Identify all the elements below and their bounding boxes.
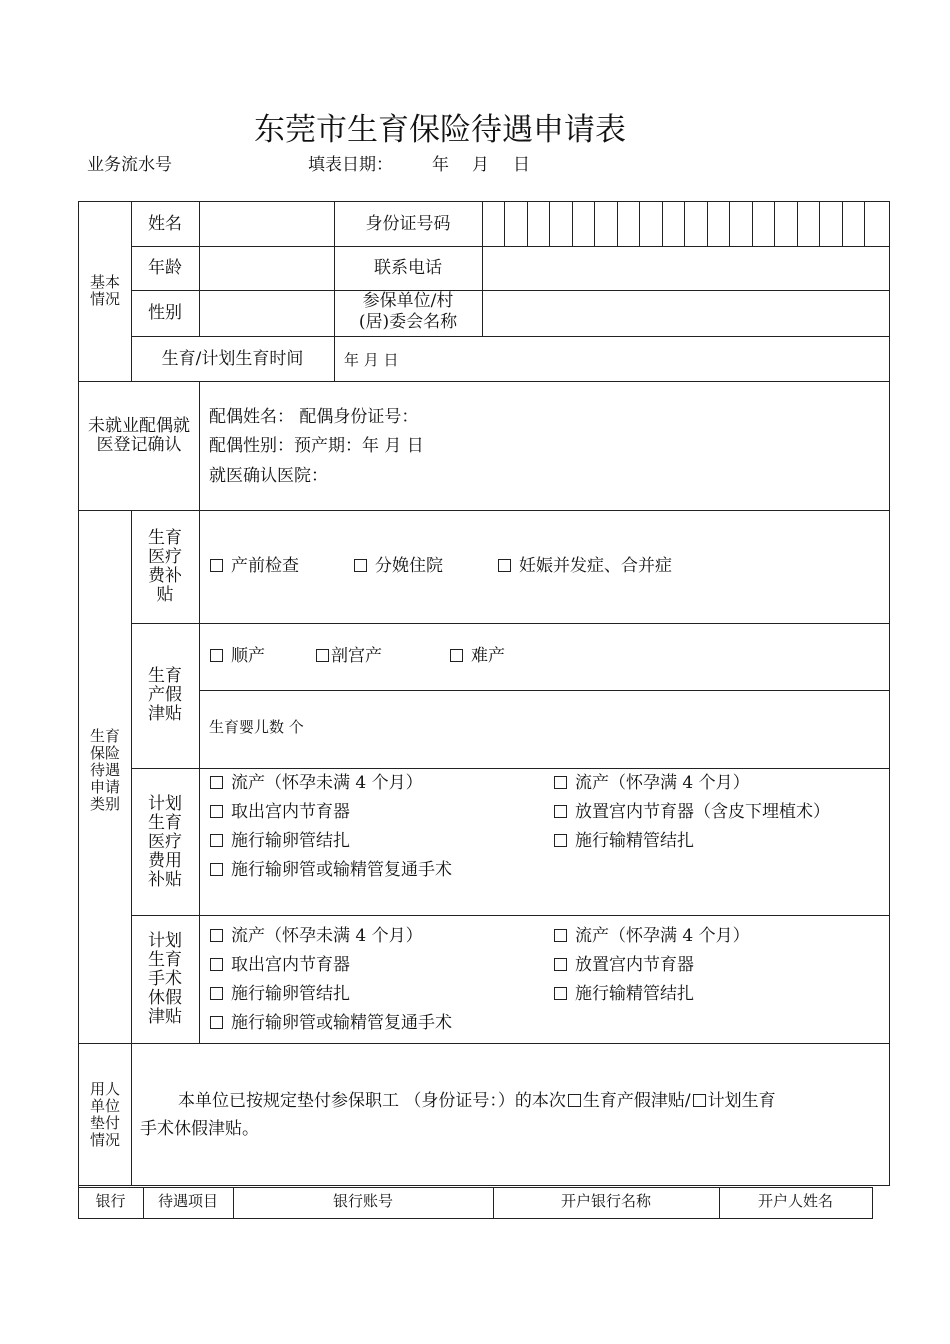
option-leave-remove-iud[interactable]: 取出宫内节育器 (210, 950, 350, 975)
bank-col-branch: 开户银行名称 (560, 1192, 651, 1210)
insured-unit-label-line1: 参保单位/村 (362, 291, 454, 311)
spouse-gender-due-line[interactable]: 配偶性别：预产期：年 月 日 (209, 436, 424, 456)
option-vasectomy[interactable]: 施行输精管结扎 (554, 826, 694, 851)
checkbox-plan-leave[interactable] (693, 1094, 706, 1107)
serial-number-label: 业务流水号 (87, 155, 172, 175)
checkbox-icon (210, 559, 223, 572)
checkbox-icon (554, 805, 567, 818)
checkbox-icon (316, 649, 329, 662)
employer-statement: 本单位已按规定垫付参保职工 （身份证号：）的本次 生育产假津贴/ 计划生育 (178, 1091, 776, 1111)
age-label: 年龄 (148, 258, 182, 278)
checkbox-icon (210, 958, 223, 971)
checkbox-icon (554, 929, 567, 942)
id-number-label: 身份证号码 (365, 213, 451, 234)
name-label: 姓名 (148, 213, 182, 234)
date-year: 年 (432, 155, 449, 175)
maternity-leave-label: 生育产假津贴 (148, 666, 182, 724)
bank-col-holder: 开户人姓名 (757, 1192, 833, 1210)
insured-unit-field[interactable] (483, 291, 888, 335)
checkbox-icon (554, 834, 567, 847)
id-number-field[interactable] (483, 202, 888, 245)
fill-date-label: 填表日期： (308, 155, 393, 175)
age-field[interactable] (200, 247, 333, 289)
option-prenatal-check[interactable]: 产前检查 (210, 551, 299, 576)
checkbox-icon (450, 649, 463, 662)
checkbox-icon (210, 649, 223, 662)
form-title: 东莞市生育保险待遇申请表 (254, 112, 626, 148)
bank-col-account: 银行账号 (332, 1192, 393, 1210)
date-month: 月 (472, 155, 489, 175)
option-leave-tubal-ligation[interactable]: 施行输卵管结扎 (210, 979, 350, 1004)
name-field[interactable] (200, 202, 333, 245)
checkbox-icon (554, 958, 567, 971)
checkbox-maternity-leave[interactable] (568, 1094, 581, 1107)
family-planning-leave-label: 计划生育手术休假津贴 (148, 931, 182, 1027)
option-leave-recanalization[interactable]: 施行输卵管或输精管复通手术 (210, 1008, 452, 1033)
option-delivery-hospital[interactable]: 分娩住院 (354, 551, 443, 576)
basic-info-section-label: 基本情况 (89, 273, 120, 308)
option-leave-vasectomy[interactable]: 施行输精管结扎 (554, 979, 694, 1004)
option-tubal-ligation[interactable]: 施行输卵管结扎 (210, 826, 350, 851)
phone-label: 联系电话 (374, 258, 442, 278)
checkbox-icon (210, 805, 223, 818)
option-pregnancy-complication[interactable]: 妊娠并发症、合并症 (498, 551, 672, 576)
option-abortion-under-4m[interactable]: 流产（怀孕未满 4 个月） (210, 768, 423, 793)
employer-statement-cont: 手术休假津贴。 (140, 1119, 259, 1139)
option-leave-abortion-under-4m[interactable]: 流产（怀孕未满 4 个月） (210, 921, 423, 946)
phone-field[interactable] (483, 247, 888, 289)
option-insert-iud-implant[interactable]: 放置宫内节育器（含皮下埋植术） (554, 797, 830, 822)
birth-time-label: 生育/计划生育时间 (161, 348, 304, 369)
option-leave-abortion-over-4m[interactable]: 流产（怀孕满 4 个月） (554, 921, 750, 946)
birth-time-value[interactable]: 年 月 日 (344, 351, 399, 369)
maternity-medical-label: 生育医疗费补贴 (148, 528, 182, 605)
employer-section-label: 用人单位垫付情况 (89, 1080, 120, 1149)
gender-label: 性别 (148, 303, 182, 323)
option-remove-iud[interactable]: 取出宫内节育器 (210, 797, 350, 822)
option-natural-birth[interactable]: 顺产 (210, 641, 265, 666)
spouse-name-id-line[interactable]: 配偶姓名： 配偶身份证号： (209, 407, 419, 427)
checkbox-icon (554, 776, 567, 789)
bank-col-item: 待遇项目 (157, 1192, 218, 1210)
checkbox-icon (554, 987, 567, 1000)
checkbox-icon (210, 834, 223, 847)
insured-unit-label (334, 291, 482, 335)
option-caesarean[interactable]: 剖宫产 (316, 641, 382, 666)
checkbox-icon (210, 1016, 223, 1029)
checkbox-icon (210, 929, 223, 942)
checkbox-icon (210, 776, 223, 789)
option-abortion-over-4m[interactable]: 流产（怀孕满 4 个月） (554, 768, 750, 793)
option-dystocia[interactable]: 难产 (450, 641, 505, 666)
baby-count-field[interactable]: 生育婴儿数 个 (209, 718, 304, 736)
option-leave-insert-iud[interactable]: 放置宫内节育器 (554, 950, 694, 975)
checkbox-icon (210, 863, 223, 876)
apply-category-section-label: 生育保险待遇申请类别 (89, 727, 120, 813)
checkbox-icon (354, 559, 367, 572)
option-recanalization[interactable]: 施行输卵管或输精管复通手术 (210, 855, 452, 880)
gender-field[interactable] (200, 291, 333, 335)
spouse-section-label: 未就业配偶就医登记确认 (88, 416, 190, 455)
checkbox-icon (498, 559, 511, 572)
spouse-hospital-line[interactable]: 就医确认医院： (209, 466, 328, 486)
family-planning-medical-label: 计划生育医疗费用补贴 (148, 794, 182, 890)
date-day: 日 (513, 155, 530, 175)
insured-unit-label-line2: (居)委会名称 (358, 312, 458, 332)
checkbox-icon (210, 987, 223, 1000)
bank-col-bank: 银行 (95, 1192, 126, 1210)
